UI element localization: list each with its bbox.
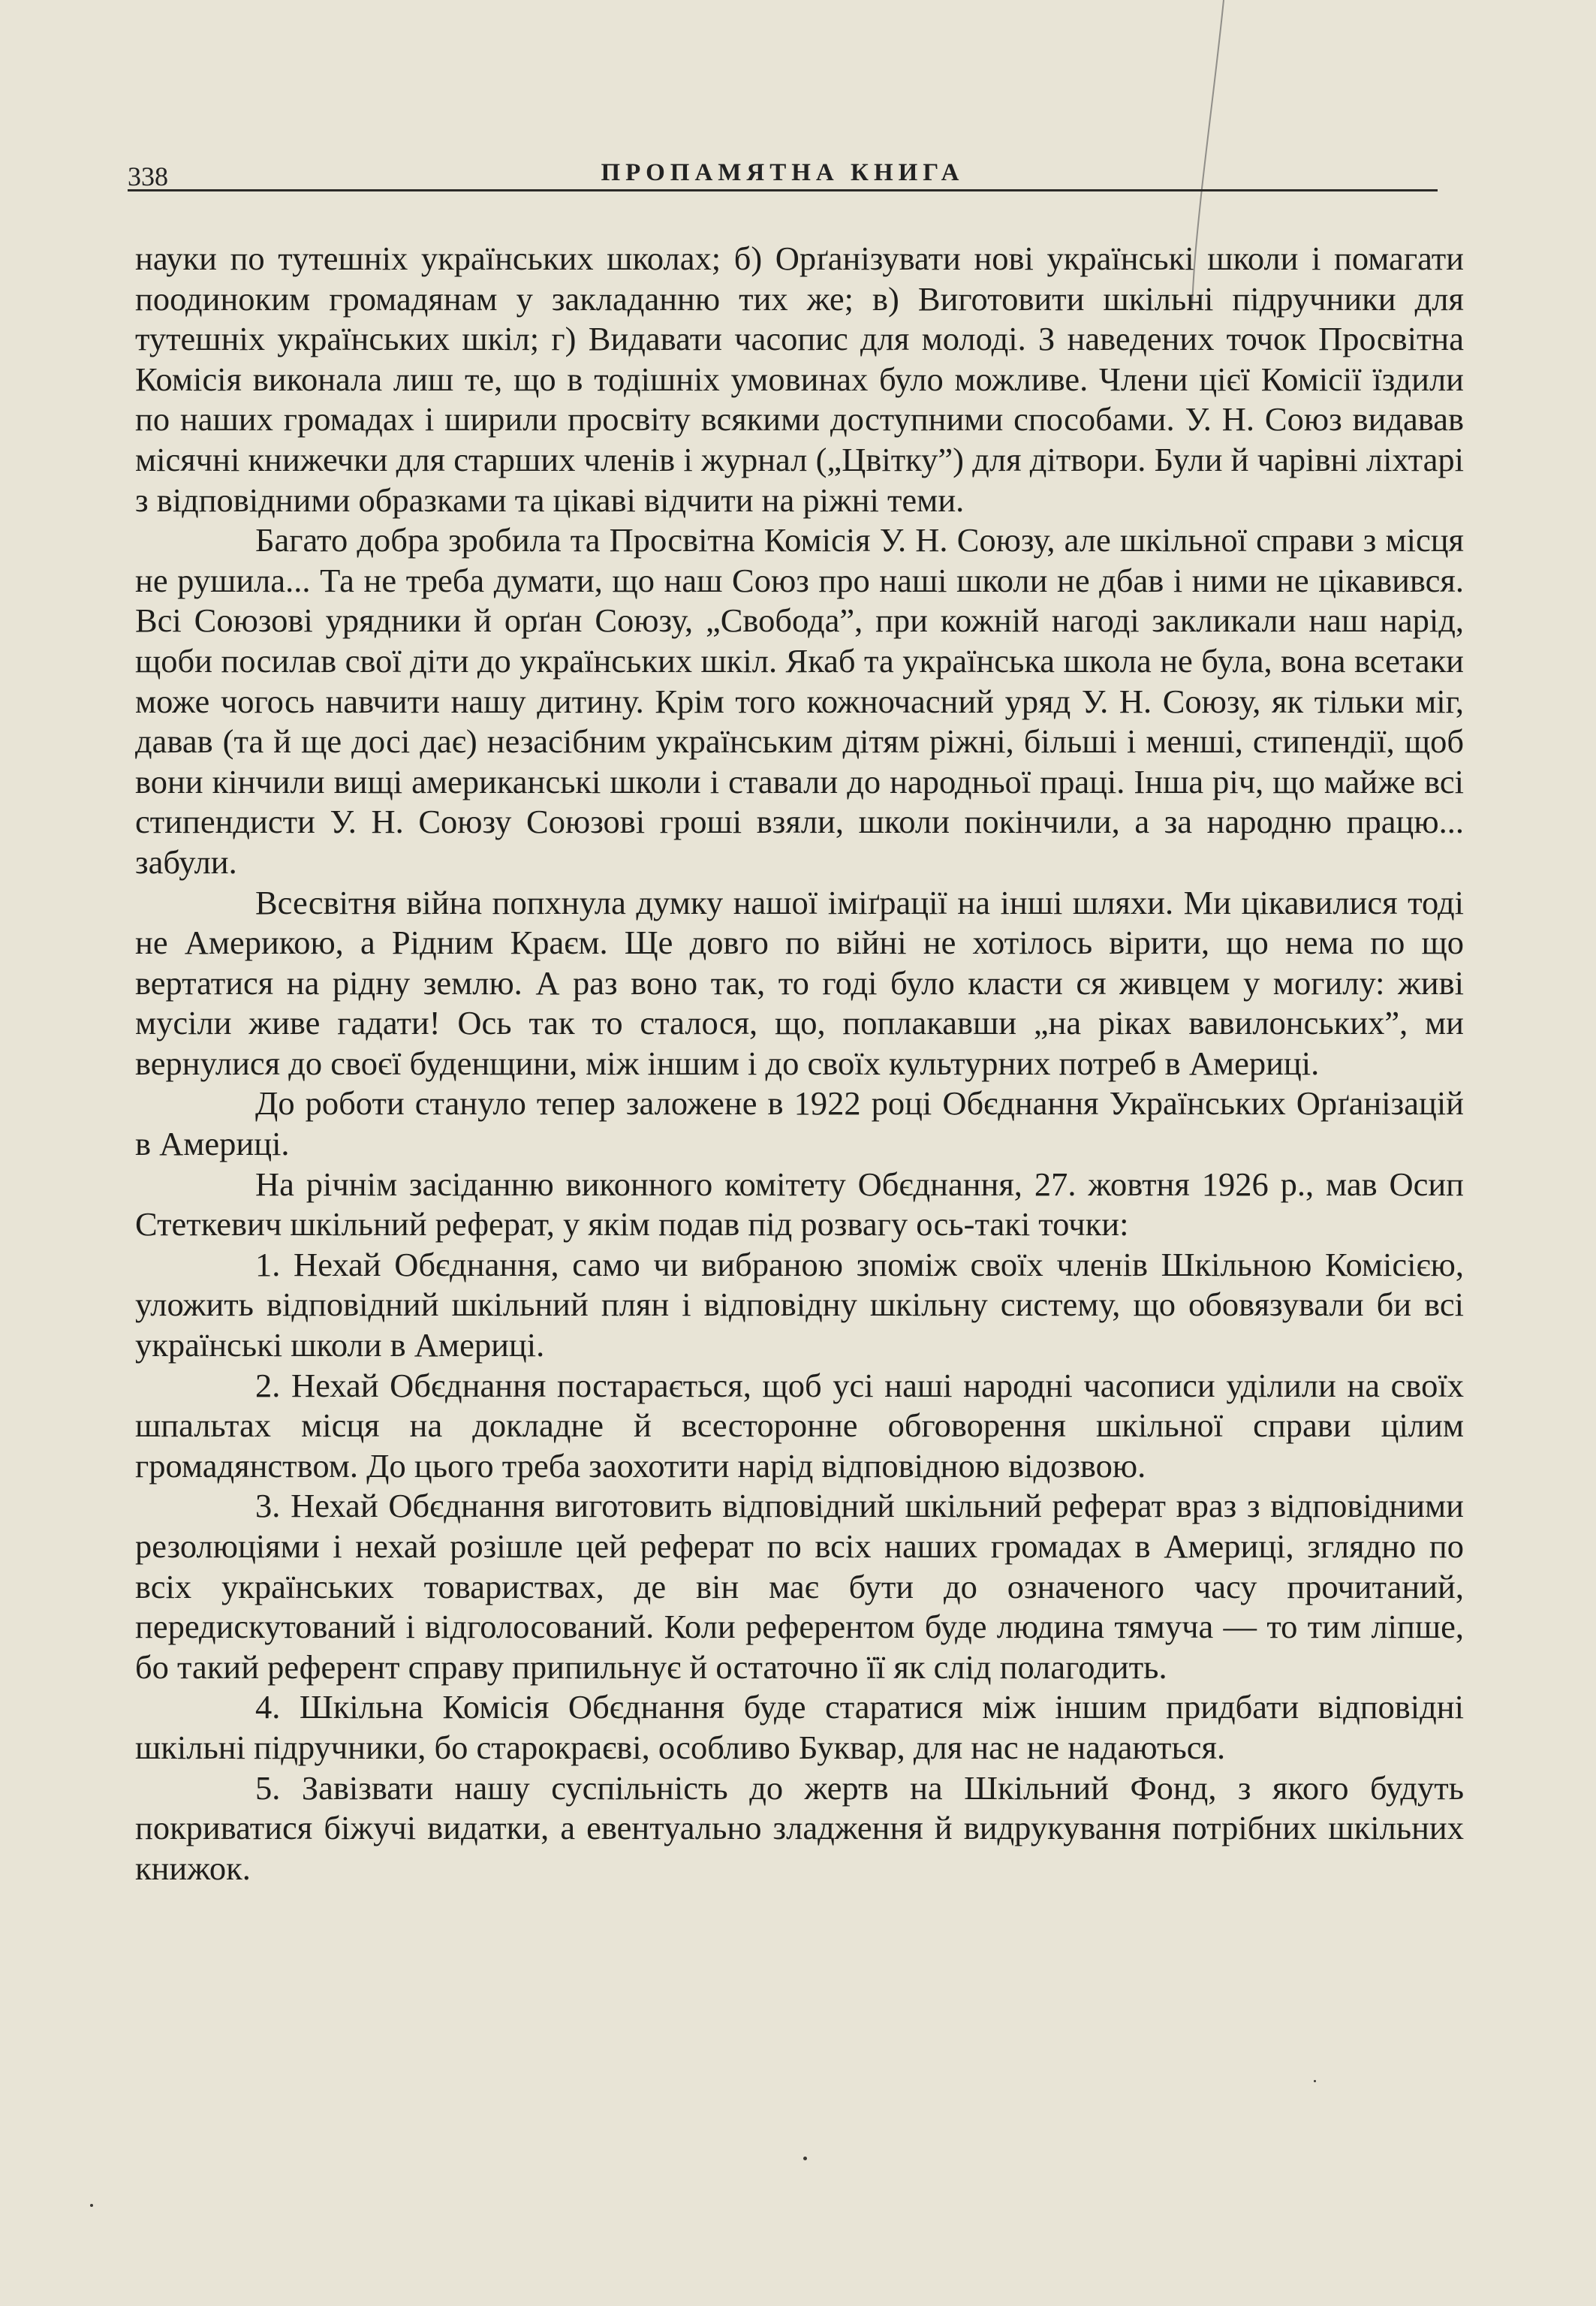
paragraph: Всесвітня війна попхнула думку нашої іміґрації на інші шляхи. Ми цікавилися тоді не Америкою, а Рідним Краєм. Ще довго по війні не хотілось вірити, що нема по що вертатися на рідну землю. А раз воно так, то годі було класти ся живцем у могилу: живі мусіли живе гадати! Ось так то сталося, що, поплакавши „на ріках вавилонських”, ми вернулися до своєї буденщини, між іншим і до своїх культурних потреб в Америці.	[135, 883, 1464, 1082]
body-text	[135, 239, 1464, 1889]
list-item: 1. Нехай Обєднання, само чи вибраною зпоміж своїх членів Шкільною Комісією, уложить відповідний шкільний плян і відповідну шкільну систему, що обовязували би всі українські школи в Америці.	[135, 1245, 1464, 1364]
paper-speck	[1314, 2080, 1316, 2082]
page-header	[128, 150, 1438, 191]
paper-speck	[90, 2204, 93, 2207]
page-number: 338	[128, 161, 168, 191]
list-item: 3. Нехай Обєднання виготовить відповідний шкільний реферат враз з відповідними резолюціями і нехай розішле цей реферат по всіх наших громадах в Америці, зглядно по всіх українських товариствах, де він має бути до означеного часу прочитаний, передискутований і відголосований. Коли референтом буде людина тямуча — то тим ліпше, бо такий референт справу припильнує й остаточно її як слід полагодить.	[135, 1487, 1464, 1686]
list-item: 5. Завізвати нашу суспільність до жертв на Шкільний Фонд, з якого будуть покриватися біжучі видатки, а евентуально зладження й видрукування потрібних шкільних книжок.	[135, 1768, 1464, 1887]
paragraph: На річнім засіданню виконного комітету Обєднання, 27. жовтня 1926 р., мав Осип Стеткевич шкільний реферат, у якім подав під розвагу ось-такі точки:	[135, 1165, 1464, 1243]
paragraph: До роботи стануло тепер заложене в 1922 році Обєднання Українських Орґанізацій в Америці.	[135, 1084, 1464, 1163]
paragraph: Багато добра зробила та Просвітна Комісія У. Н. Союзу, але шкільної справи з місця не рушила... Та не треба думати, що наш Союз про наші школи не дбав і ними не цікавився. Всі Союзові урядники й орґан Союзу, „Свобода”, при кожній нагоді закликали наш нарід, щоби посилав свої діти до українських шкіл. Якаб та українська школа не була, вона всетаки може чогось навчити нашу дитину. Крім того кожночасний уряд У. Н. Союзу, як тільки міг, давав (та й ще досі дає) незасібним українським дітям ріжні, більші і менші, стипендії, щоб вони кінчили вищі американські школи і ставали до народньої праці. Інша річ, що майже всі стипендисти У. Н. Союзу Союзові гроші взяли, школи покінчили, а за народню працю... забули.	[135, 521, 1464, 881]
paragraph: науки по тутешніх українських школах; б) Орґанізувати нові українські школи і помагати поодиноким громадянам у закладанню тих же; в) Виготовити шкільні підручники для тутешніх українських шкіл; г) Видавати часопис для молоді. З наведених точок Просвітна Комісія виконала лиш те, що в тодішніх умовинах було можливе. Члени цієї Комісії їздили по наших громадах і ширили просвіту всякими доступними способами. У. Н. Союз видавав місячні книжечки для старших членів і журнал („Цвітку”) для дітвори. Були й чарівні ліхтарі з відповідними образками та цікаві відчити на ріжні теми.	[135, 240, 1464, 519]
running-title: ПРОПАМЯТНА КНИГА	[601, 159, 965, 186]
list-item: 2. Нехай Обєднання постарається, щоб усі наші народні часописи уділили на своїх шпальтах місця на докладне й всесторонне обговорення шкільної справи цілим громадянством. До цього треба заохотити нарід відповідною відозвою.	[135, 1366, 1464, 1485]
list-item: 4. Шкільна Комісія Обєднання буде старатися між іншим придбати відповідні шкільні підручники, бо старокраєві, особливо Буквар, для нас не надаються.	[135, 1688, 1464, 1766]
paper-speck	[803, 2157, 807, 2160]
